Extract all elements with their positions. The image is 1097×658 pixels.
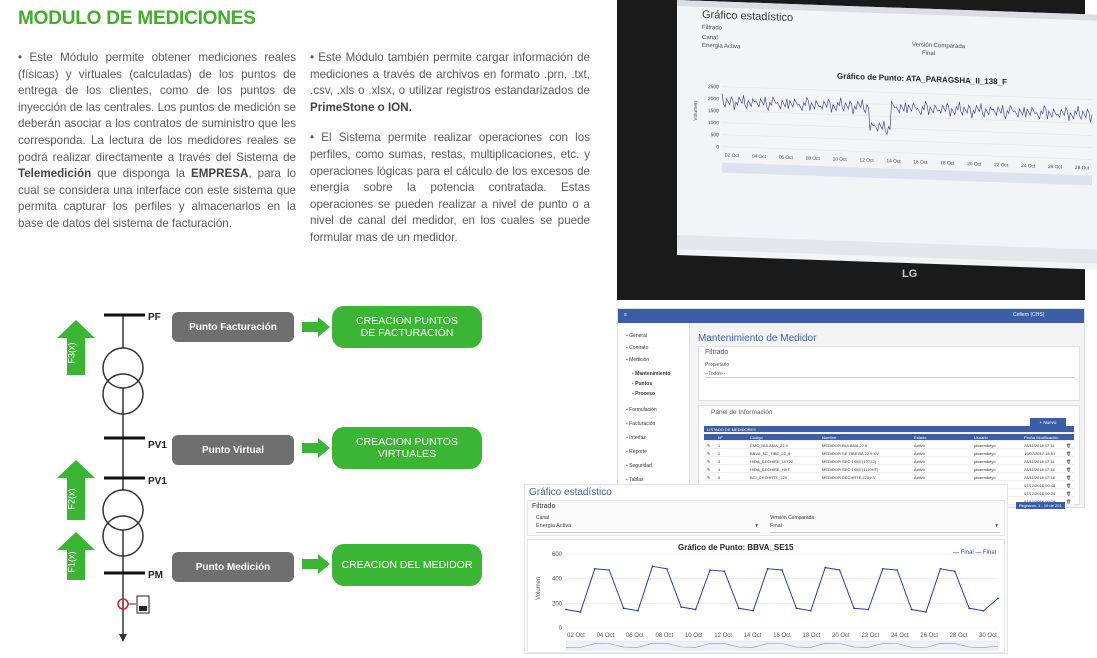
sidebar-item[interactable]: ▪ Medición xyxy=(626,357,649,363)
sidebar-item[interactable]: ▪ General xyxy=(626,333,647,339)
edit-icon[interactable]: ✎ xyxy=(707,475,711,480)
bchart-point xyxy=(608,569,610,571)
bchart-point xyxy=(767,568,769,570)
monitor-y-tick: 1500 xyxy=(707,108,719,115)
table-cell: 1 xyxy=(718,443,721,448)
monitor-y-tick: 2000 xyxy=(707,96,719,103)
table-row[interactable] xyxy=(704,466,1074,473)
bchart-legend[interactable]: — Final — Final xyxy=(952,550,996,556)
table-row[interactable] xyxy=(704,458,1074,465)
table-caption-text: LISTADO DE MEDIDORES xyxy=(707,427,756,432)
bchart-series-line xyxy=(566,566,998,612)
column-header[interactable]: Fecha Modificación xyxy=(1024,435,1059,440)
monitor-gridline xyxy=(722,99,1092,112)
table-cell: BCI_CECHRTE_220 xyxy=(750,475,788,480)
bchart-x-tick: 30 Oct xyxy=(979,633,997,639)
bchart-y-tick: 600 xyxy=(551,552,562,558)
bchart-heading: Gráfico estadístico xyxy=(529,487,612,498)
bchart-point xyxy=(940,568,942,570)
monitor-x-tick: 22 Oct xyxy=(994,163,1009,169)
bchart-x-tick: 26 Oct xyxy=(920,633,938,639)
app-topbar xyxy=(618,309,1084,323)
table-cell: HIDA_SECHIRE_10T22 xyxy=(750,459,794,464)
bchart-svg xyxy=(528,540,1004,652)
table-cell: Activo xyxy=(914,475,925,480)
meter-display xyxy=(139,606,147,611)
sidebar-item[interactable]: ▪ Proceso xyxy=(632,391,655,397)
bchart-x-tick: 14 Oct xyxy=(743,633,762,639)
bchart-point xyxy=(824,567,826,569)
chevron-down-icon: ▾ xyxy=(995,523,998,529)
monitor-chart-title: Gráfico de Punto: ATA_PARAGSHA_II_138_F xyxy=(837,71,1007,87)
table-row[interactable] xyxy=(704,442,1074,449)
bchart-point xyxy=(752,610,754,612)
bchart-x-tick: 08 Oct xyxy=(655,633,674,639)
punto-medicion-button[interactable]: Punto Medición xyxy=(172,552,294,582)
monitor-heading: Gráfico estadístico xyxy=(702,8,794,25)
trash-icon[interactable]: 🗑 xyxy=(1066,475,1072,480)
table-header xyxy=(704,434,1074,441)
bchart-plot-panel xyxy=(527,539,1005,653)
edit-icon[interactable]: ✎ xyxy=(707,467,711,472)
monitor-x-tick: 12 Oct xyxy=(859,158,874,164)
table-cell: 3 xyxy=(718,459,721,464)
bchart-point xyxy=(738,607,740,609)
left-bold-2: EMPRESA xyxy=(191,167,249,181)
arrow-right-icon xyxy=(302,438,330,458)
right-description: • Este Módulo también permite cargar información de mediciones a través de archivos en formato .prn, .txt, .csv, .xls o .xlsx, o utilizar registros estandarizados de PrimeStone o ION. • El Sistema permite realizar operaciones con los perfiles, como sumas, restas, multiplicaciones, etc. y operaciones lógicas para el cálculo de los excesos de energía sobre la potencia contratada. Estas operaciones se pueden realizar a nivel de punto o a nivel de canal del medidor, en los cuales se puede formular mas de un medidor. xyxy=(310,51,590,244)
table-cell: 28/11/2018 17:11 xyxy=(1024,459,1055,464)
bchart-x-tick: 10 Oct xyxy=(684,633,703,639)
bchart-y-tick: 0 xyxy=(558,626,562,632)
label-f2x: F2(x) xyxy=(66,488,77,510)
monitor-y-tick: 500 xyxy=(710,132,719,139)
table-cell: MEDIDOR SE TIBE BA 22.9 KV xyxy=(822,451,879,456)
creacion-puntos-virtuales-button[interactable]: CREACION PUNTOS VIRTUALES xyxy=(332,427,482,469)
edit-icon[interactable]: ✎ xyxy=(707,459,711,464)
monitor-screen xyxy=(677,0,1097,270)
bchart-version-select[interactable] xyxy=(770,523,1000,533)
monitor-x-tick: 08 Oct xyxy=(805,156,820,162)
creacion-puntos-facturacion-button[interactable]: CREACION PUNTOS DE FACTURACIÓN xyxy=(332,306,482,348)
sidebar-item[interactable]: ▪ Facturación xyxy=(626,421,655,427)
bchart-point xyxy=(680,606,682,608)
bchart-point xyxy=(781,569,783,571)
bchart-ylabel: Volumen xyxy=(536,576,542,600)
bchart-point xyxy=(853,607,855,609)
table-cell: 07/12/2018 09:24 xyxy=(1024,491,1056,496)
table-cell: MEDIDOR SEO 149S (1110HT) xyxy=(822,467,879,472)
monitor-navigator[interactable] xyxy=(722,163,1092,186)
table-cell: jdusembeyo xyxy=(974,459,996,464)
label-pf: PF xyxy=(148,312,161,323)
right-text-2: El Sistema permite realizar operaciones con los perfiles, como sumas, restas, multiplicaciones, etc. y operaciones lógicas para el cálculo de los excesos de energía sobre la potencia contratada. Estas operaciones se pueden realizar a nivel de punto o a nivel de canal del medidor, en los cuales se puede formular mas de un medidor. xyxy=(310,131,590,244)
bchart-point xyxy=(983,610,985,612)
bchart-point xyxy=(839,569,841,571)
sidebar-item[interactable]: ▪ Mantenimiento xyxy=(632,371,670,377)
sidebar-item[interactable]: ▪ Contrato xyxy=(626,345,648,351)
table-cell: MEDIDOR BULAMA 22.9 xyxy=(822,443,868,448)
monitor-gridline xyxy=(722,147,1092,160)
table-cell: 28/11/2018 17:16 xyxy=(1024,467,1055,472)
bchart-x-tick: 06 Oct xyxy=(626,633,644,639)
table-cell: Activo xyxy=(914,467,925,472)
bchart-point xyxy=(666,568,668,570)
monitor-y-tick: 1000 xyxy=(707,120,719,127)
table-cell: 5 xyxy=(718,475,721,480)
monitor-canal-value: Energia Activa xyxy=(702,42,741,51)
trash-icon[interactable]: 🗑 xyxy=(1066,499,1072,504)
bchart-point xyxy=(796,607,798,609)
bchart-version-value: Final xyxy=(770,523,782,529)
bchart-x-tick: 04 Oct xyxy=(596,633,615,639)
chevron-down-icon: ▾ xyxy=(755,523,758,529)
bchart-y-tick: 200 xyxy=(551,601,562,608)
arrow-down-icon xyxy=(119,634,127,642)
table-cell: 07/12/2018 09:48 xyxy=(1024,483,1056,488)
bchart-x-tick: 16 Oct xyxy=(773,633,791,639)
monitor-gridline xyxy=(722,87,1092,100)
column-header[interactable]: Código xyxy=(750,435,763,440)
transformer-top-a xyxy=(103,348,143,388)
table-cell: BBVA_SE_TIBE_22_9 xyxy=(750,451,791,456)
bchart-x-tick: 20 Oct xyxy=(832,633,850,639)
monitor-x-tick: 04 Oct xyxy=(751,154,766,161)
bchart-canal-select[interactable] xyxy=(536,523,760,533)
table-cell: 4 xyxy=(718,467,721,472)
bchart-y-tick: 400 xyxy=(551,576,562,583)
monitor-x-tick: 10 Oct xyxy=(832,157,847,163)
table-cell: CMC_BULAMA_22.9 xyxy=(750,443,788,448)
bchart-point xyxy=(911,609,913,611)
right-text-1: Este Módulo también permite cargar información de mediciones a través de archivos en formato .prn, .txt, .csv, .xls o .xlsx, o utilizar registros estandarizados de xyxy=(310,51,590,98)
creacion-medidor-button[interactable]: CREACION DEL MEDIDOR xyxy=(332,544,482,586)
app-sidebar xyxy=(618,323,690,509)
bchart-x-tick: 24 Oct xyxy=(890,633,909,639)
table-cell: jdusembeyo xyxy=(974,475,996,480)
table-cell: Activo xyxy=(914,443,925,448)
menu-icon[interactable]: ≡ xyxy=(624,312,627,318)
bchart-x-tick: 28 Oct xyxy=(949,633,968,639)
monitor-ylabel: Volumen xyxy=(693,101,699,121)
monitor-gridline xyxy=(722,135,1092,148)
table-cell: HIDA_SECHIRE_HHT xyxy=(750,467,791,472)
bchart-point xyxy=(580,611,582,613)
table-caption xyxy=(704,426,1074,433)
left-bold-1: Telemedición xyxy=(18,167,92,181)
trash-icon[interactable]: 🗑 xyxy=(1066,451,1072,456)
label-pv1-bottom: PV1 xyxy=(148,476,167,487)
mant-filtrado: Filtrado xyxy=(705,349,729,356)
sidebar-item[interactable]: ▪ Formulación xyxy=(626,407,657,413)
bchart-canal-value: Energia Activa xyxy=(536,523,572,529)
bchart-point xyxy=(594,568,596,570)
grafico-estadistico-panel xyxy=(524,484,1008,654)
bchart-point xyxy=(709,569,711,571)
bchart-version-label: Versión Comparada xyxy=(770,515,815,521)
table-cell: jdusembeyo xyxy=(974,451,996,456)
monitor-x-tick: 14 Oct xyxy=(886,159,901,165)
table-cell: 28/11/2018 17:18 xyxy=(1024,475,1055,480)
topbar-user[interactable]: Cefiern (CHS) xyxy=(1013,312,1045,318)
table-cell: jdusembeyo xyxy=(974,467,996,472)
table-cell: 28/11/2018 17:11 xyxy=(1024,443,1055,448)
bchart-point xyxy=(954,570,956,572)
transformer-bottom-a xyxy=(103,490,143,530)
mant-panel-title: Panel de Información xyxy=(711,409,773,416)
registros-count: Registros: 1 - 15 de 201 xyxy=(1016,502,1065,509)
monitor-y-tick: 2500 xyxy=(707,84,719,91)
table-row[interactable] xyxy=(704,450,1074,457)
bchart-filter xyxy=(527,500,1005,536)
trash-icon[interactable]: 🗑 xyxy=(1066,467,1072,472)
diagram-svg xyxy=(40,300,510,650)
bchart-point xyxy=(997,598,999,600)
bchart-point xyxy=(724,570,726,572)
bchart-point xyxy=(565,609,567,611)
arrow-right-icon xyxy=(302,317,330,337)
monitor-y-tick: 0 xyxy=(716,144,719,151)
left-text-2: que disponga la xyxy=(91,167,192,181)
sidebar-item[interactable]: ▪ Seguridad xyxy=(626,463,652,469)
arrow-right-icon xyxy=(302,554,330,574)
monitor-x-tick: 02 Oct xyxy=(724,153,740,160)
bchart-point xyxy=(896,569,898,571)
edit-icon[interactable]: ✎ xyxy=(707,451,711,456)
table-cell: MEDIDOR DECHRTE 220 KV xyxy=(822,475,876,480)
monitor-version-value: Final xyxy=(922,50,936,58)
bchart-point xyxy=(623,607,625,609)
left-text-3: , para lo cual se considera una interface con este sistema que permita capturar los perfiles y almacenarlos en la base de datos del sistema de facturación. xyxy=(18,167,296,230)
monitor-photo xyxy=(617,0,1090,300)
lg-logo: LG xyxy=(902,268,918,280)
bchart-filtrado: Filtrado xyxy=(532,503,556,510)
trash-icon[interactable]: 🗑 xyxy=(1066,459,1072,464)
bchart-point xyxy=(810,610,812,612)
edit-icon[interactable]: ✎ xyxy=(707,443,711,448)
monitor-x-tick: 24 Oct xyxy=(1021,164,1036,170)
table-cell: 2 xyxy=(718,451,721,456)
monitor-x-tick: 16 Oct xyxy=(913,160,928,166)
monitor-x-tick: 20 Oct xyxy=(967,162,982,168)
bchart-x-tick: 22 Oct xyxy=(861,633,880,639)
left-description: • Este Módulo permite obtener mediciones reales (físicas) y virtuales (calculadas) de los puntos de entrega de los clientes, como de los puntos de inyección de las centrales. Los puntos de medición se deberán asociar a los contratos de suministro que les corresponda. La lectura de los medidores reales se podrá realizar directamente a través del Sistema de Telemedición que disponga la EMPRESA, para lo cual se considera una interface con este sistema que permita capturar los perfiles y almacenarlos en la base de datos del sistema de facturación. xyxy=(18,51,297,230)
bchart-x-tick: 12 Oct xyxy=(714,633,732,639)
bchart-x-tick: 18 Oct xyxy=(802,633,821,639)
monitor-x-tick: 06 Oct xyxy=(778,155,793,162)
bchart-canal-label: Canal xyxy=(536,515,550,521)
right-bold-1: PrimeStone o ION. xyxy=(310,100,412,114)
sidebar-item[interactable]: ▪ Tablas xyxy=(626,477,644,483)
column-header[interactable]: Usuario xyxy=(974,435,988,440)
trash-icon[interactable]: 🗑 xyxy=(1066,443,1072,448)
mant-propietario-select[interactable]: --Todos-- xyxy=(705,371,1075,378)
bchart-point xyxy=(925,611,927,613)
column-header[interactable]: Nombre xyxy=(822,435,837,440)
monitor-canal-label: Canal xyxy=(702,34,718,42)
monitor-x-tick: 28 Oct xyxy=(1074,165,1090,172)
monitor-x-tick: 26 Oct xyxy=(1048,164,1063,171)
table-cell: 19/07/2017 18:51 xyxy=(1024,451,1056,456)
punto-facturacion-button[interactable]: Punto Facturación xyxy=(172,312,294,342)
bchart-point xyxy=(868,609,870,611)
column-header[interactable]: Nº xyxy=(718,435,723,440)
punto-virtual-button[interactable]: Punto Virtual xyxy=(172,435,294,465)
sidebar-item[interactable]: ▪ Puntos xyxy=(632,381,652,387)
bchart-point xyxy=(695,609,697,611)
mantenimiento-screenshot xyxy=(617,308,1085,508)
label-pv1-top: PV1 xyxy=(148,440,167,451)
bchart-point xyxy=(637,610,639,612)
monitor-version-label: Versión Comparada xyxy=(912,42,966,51)
bchart-title: Gráfico de Punto: BBVA_SE15 xyxy=(678,543,794,552)
table-cell: MEDIDOR SEO 149S (10T22) xyxy=(822,459,877,464)
column-header[interactable]: Estado xyxy=(914,435,927,440)
label-f3x: F3(x) xyxy=(66,342,77,364)
bchart-x-tick: 02 Oct xyxy=(567,633,585,639)
monitor-x-tick: 18 Oct xyxy=(940,161,955,167)
trash-icon[interactable]: 🗑 xyxy=(1066,483,1072,488)
monitor-filtrado: Filtrado xyxy=(702,24,723,32)
table-cell: Activo xyxy=(914,451,925,456)
trash-icon[interactable]: 🗑 xyxy=(1066,491,1072,496)
page-title: MODULO DE MEDICIONES xyxy=(18,8,256,29)
table-row[interactable] xyxy=(704,474,1074,481)
bchart-point xyxy=(882,568,884,570)
nuevo-button[interactable]: + Nuevo xyxy=(1030,418,1066,427)
sidebar-item[interactable]: ▪ Interfaz xyxy=(626,435,646,441)
measurement-diagram xyxy=(40,300,510,650)
table-cell: jdusembeyo xyxy=(974,443,996,448)
sidebar-item[interactable]: ▪ Reporte xyxy=(626,449,647,455)
label-pm: PM xyxy=(148,570,163,581)
mant-heading: Mantenimiento de Medidor xyxy=(698,333,817,344)
monitor-gridline xyxy=(722,123,1092,136)
mant-propietario-label: Propietario xyxy=(705,362,730,368)
bchart-point xyxy=(968,607,970,609)
table-cell: Activo xyxy=(914,459,925,464)
label-f1x: F1(x) xyxy=(66,551,77,573)
left-text-1: Este Módulo permite obtener mediciones reales (físicas) y virtuales (calculadas) de los puntos de entrega de los clientes, como de los puntos de inyección de las centrales. Los puntos de medición se deberán asociar a los contratos de suministro que les corresponda. La lectura de los medidores reales se podrá realizar directamente a través del Sistema de xyxy=(18,51,297,164)
mant-filter-box xyxy=(698,346,1080,401)
bchart-point xyxy=(652,565,654,567)
